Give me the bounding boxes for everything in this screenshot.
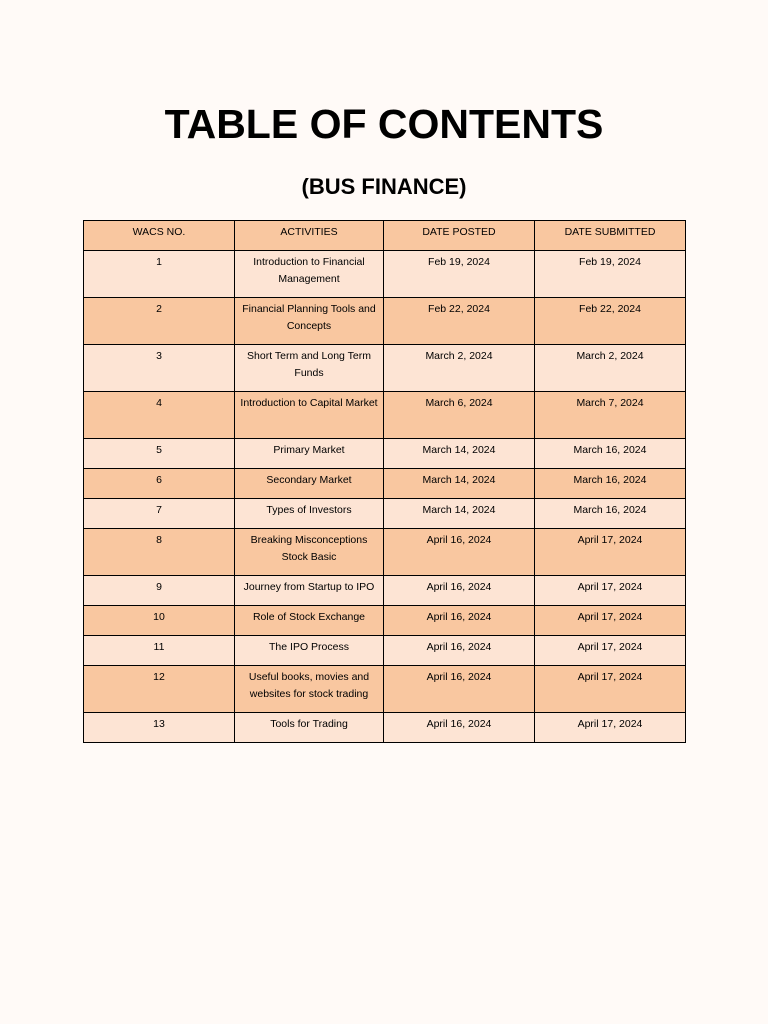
cell-activity: Role of Stock Exchange — [235, 606, 384, 636]
contents-table — [83, 220, 686, 743]
cell-activity: Journey from Startup to IPO — [235, 576, 384, 606]
cell-date-posted: April 16, 2024 — [384, 529, 535, 576]
cell-date-submitted: April 17, 2024 — [535, 713, 686, 743]
cell-date-submitted: March 16, 2024 — [535, 469, 686, 499]
cell-wacs-no: 13 — [84, 713, 235, 743]
cell-activity: Introduction to Financial Management — [235, 251, 384, 298]
cell-activity: Short Term and Long Term Funds — [235, 345, 384, 392]
document-subtitle: (BUS FINANCE) — [301, 174, 467, 199]
table-row — [84, 298, 686, 345]
table-row — [84, 606, 686, 636]
table-row — [84, 499, 686, 529]
cell-activity: Secondary Market — [235, 469, 384, 499]
cell-date-submitted: March 16, 2024 — [535, 439, 686, 469]
cell-date-submitted: March 16, 2024 — [535, 499, 686, 529]
cell-activity: Types of Investors — [235, 499, 384, 529]
cell-date-submitted: Feb 22, 2024 — [535, 298, 686, 345]
header-activities: ACTIVITIES — [235, 221, 384, 251]
cell-wacs-no: 9 — [84, 576, 235, 606]
header-date-submitted: DATE SUBMITTED — [535, 221, 686, 251]
cell-date-posted: Feb 22, 2024 — [384, 298, 535, 345]
cell-date-posted: April 16, 2024 — [384, 713, 535, 743]
table-row — [84, 469, 686, 499]
cell-date-posted: April 16, 2024 — [384, 666, 535, 713]
cell-date-posted: March 2, 2024 — [384, 345, 535, 392]
cell-date-posted: March 14, 2024 — [384, 469, 535, 499]
cell-activity: The IPO Process — [235, 636, 384, 666]
table-row — [84, 251, 686, 298]
cell-wacs-no: 10 — [84, 606, 235, 636]
cell-date-posted: April 16, 2024 — [384, 606, 535, 636]
cell-date-posted: April 16, 2024 — [384, 636, 535, 666]
table-row — [84, 345, 686, 392]
cell-date-posted: March 14, 2024 — [384, 499, 535, 529]
header-wacs-no: WACS NO. — [84, 221, 235, 251]
cell-activity: Useful books, movies and websites for stock trading — [235, 666, 384, 713]
table-header-row — [84, 221, 686, 251]
cell-wacs-no: 6 — [84, 469, 235, 499]
table-row — [84, 392, 686, 439]
cell-wacs-no: 7 — [84, 499, 235, 529]
cell-date-submitted: April 17, 2024 — [535, 576, 686, 606]
cell-wacs-no: 3 — [84, 345, 235, 392]
cell-wacs-no: 11 — [84, 636, 235, 666]
table-row — [84, 439, 686, 469]
cell-activity: Breaking Misconceptions Stock Basic — [235, 529, 384, 576]
cell-date-posted: April 16, 2024 — [384, 576, 535, 606]
cell-wacs-no: 4 — [84, 392, 235, 439]
cell-date-posted: March 6, 2024 — [384, 392, 535, 439]
table-row — [84, 576, 686, 606]
cell-date-submitted: April 17, 2024 — [535, 636, 686, 666]
cell-date-posted: Feb 19, 2024 — [384, 251, 535, 298]
document-title: TABLE OF CONTENTS — [164, 101, 604, 147]
cell-date-submitted: March 2, 2024 — [535, 345, 686, 392]
cell-wacs-no: 1 — [84, 251, 235, 298]
cell-date-posted: March 14, 2024 — [384, 439, 535, 469]
cell-activity: Primary Market — [235, 439, 384, 469]
cell-date-submitted: April 17, 2024 — [535, 606, 686, 636]
cell-date-submitted: Feb 19, 2024 — [535, 251, 686, 298]
table-row — [84, 636, 686, 666]
cell-date-submitted: March 7, 2024 — [535, 392, 686, 439]
table-row — [84, 666, 686, 713]
cell-wacs-no: 5 — [84, 439, 235, 469]
cell-date-submitted: April 17, 2024 — [535, 666, 686, 713]
cell-activity: Tools for Trading — [235, 713, 384, 743]
cell-date-submitted: April 17, 2024 — [535, 529, 686, 576]
cell-wacs-no: 2 — [84, 298, 235, 345]
cell-wacs-no: 8 — [84, 529, 235, 576]
cell-activity: Introduction to Capital Market — [235, 392, 384, 439]
cell-activity: Financial Planning Tools and Concepts — [235, 298, 384, 345]
table-row — [84, 529, 686, 576]
table-row — [84, 713, 686, 743]
cell-wacs-no: 12 — [84, 666, 235, 713]
header-date-posted: DATE POSTED — [384, 221, 535, 251]
